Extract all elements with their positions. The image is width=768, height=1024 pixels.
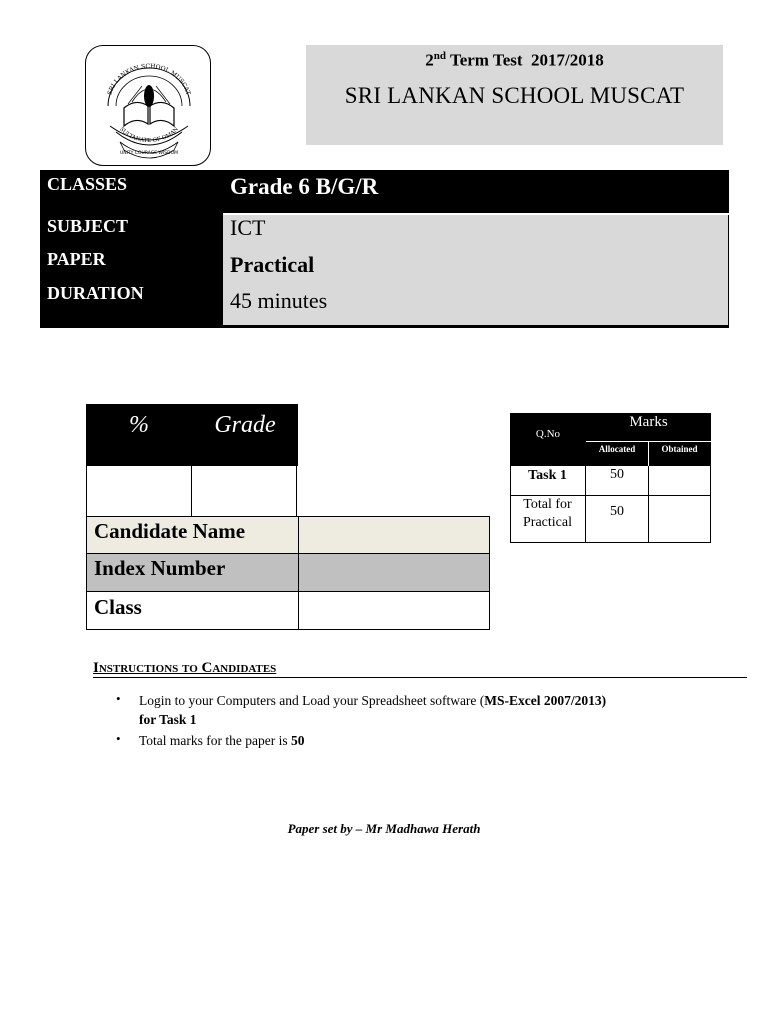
paper-value: Practical bbox=[230, 252, 315, 277]
total-qno-line1: Total for bbox=[523, 497, 572, 512]
index-number-label: Index Number bbox=[94, 556, 226, 580]
term-title: 2nd Term Test 2017/2018 bbox=[425, 50, 604, 70]
instructions-rule bbox=[93, 677, 747, 678]
instruction-2-text: Total marks for the paper is bbox=[139, 733, 292, 748]
class-row bbox=[86, 591, 490, 630]
svg-text:SULTANATE OF OMAN bbox=[118, 126, 180, 144]
percent-header: % bbox=[129, 412, 149, 438]
logo-arc-top: SRI LANKAN SCHOOL MUSCAT bbox=[106, 62, 192, 96]
task1-allocated: 50 bbox=[610, 467, 624, 482]
allocated-header: Allocated bbox=[598, 444, 636, 454]
marks-header: Marks bbox=[629, 414, 668, 430]
school-crest-icon bbox=[86, 46, 212, 167]
class-field[interactable] bbox=[298, 592, 489, 629]
qno-header: Q.No bbox=[535, 428, 561, 440]
duration-label: DURATION bbox=[47, 283, 144, 303]
instruction-item-2 bbox=[139, 731, 305, 750]
paper-label: PAPER bbox=[47, 249, 106, 269]
instruction-2-marks: 50 bbox=[291, 733, 305, 748]
obtained-header: Obtained bbox=[661, 444, 698, 454]
divider bbox=[191, 466, 192, 517]
instruction-1-text: Login to your Computers and Load your Spreadsheet software ( bbox=[139, 693, 485, 708]
subject-value: ICT bbox=[230, 215, 266, 240]
duration-value: 45 minutes bbox=[230, 288, 328, 313]
grade-header: Grade bbox=[214, 412, 276, 438]
school-name: SRI LANKAN SCHOOL MUSCAT bbox=[344, 83, 685, 108]
bullet-icon: • bbox=[116, 691, 121, 706]
index-number-row bbox=[86, 553, 490, 592]
bullet-icon: • bbox=[116, 731, 121, 746]
classes-value: Grade 6 B/G/R bbox=[230, 174, 379, 199]
total-qno bbox=[510, 496, 585, 532]
divider bbox=[648, 442, 649, 466]
classes-label: CLASSES bbox=[47, 174, 128, 194]
divider bbox=[648, 466, 649, 543]
class-label: Class bbox=[94, 595, 142, 619]
school-logo bbox=[85, 45, 211, 166]
instruction-item-1 bbox=[139, 691, 606, 729]
logo-motto: UNITY COURAGE WISDOM bbox=[119, 151, 179, 156]
instruction-1-software: MS-Excel 2007/2013) bbox=[484, 693, 607, 708]
total-allocated: 50 bbox=[610, 504, 624, 519]
total-qno-line2: Practical bbox=[523, 515, 572, 530]
instruction-1-task: for Task 1 bbox=[139, 712, 197, 727]
divider bbox=[223, 213, 729, 215]
index-number-field[interactable] bbox=[298, 554, 489, 591]
task1-qno: Task 1 bbox=[528, 468, 567, 483]
logo-arc-bottom: SULTANATE OF OMAN bbox=[118, 126, 180, 145]
candidate-name-label: Candidate Name bbox=[94, 519, 246, 543]
candidate-name-row bbox=[86, 516, 490, 554]
paper-credit: Paper set by – Mr Madhawa Herath bbox=[287, 821, 481, 836]
candidate-name-field[interactable] bbox=[298, 517, 489, 553]
subject-label: SUBJECT bbox=[47, 216, 129, 236]
instructions-title: Instructions to Candidates bbox=[93, 660, 277, 676]
